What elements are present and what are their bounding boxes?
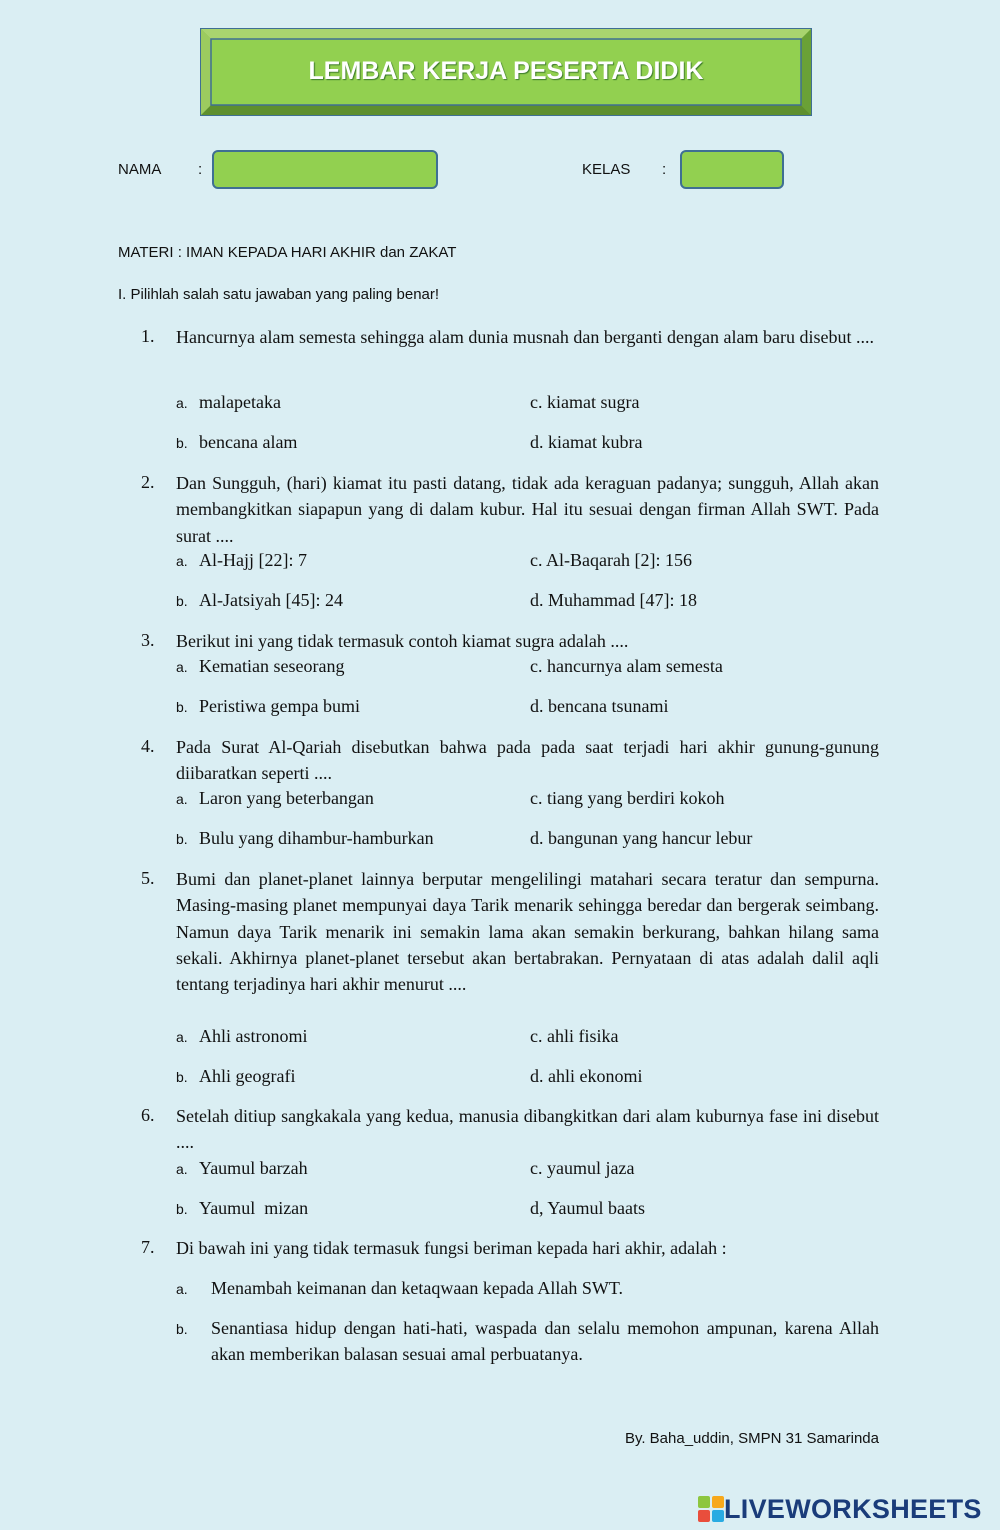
liveworksheets-logo: [698, 1494, 982, 1524]
option-a[interactable]: [176, 1158, 308, 1179]
question-number: 4.: [141, 736, 155, 756]
option-c[interactable]: c. ahli fisika: [530, 1026, 619, 1046]
option-c[interactable]: c. hancurnya alam semesta: [530, 656, 723, 676]
option-letter: a.: [176, 659, 188, 675]
option-letter: a.: [176, 1029, 188, 1045]
option-text: bencana alam: [199, 432, 298, 452]
option-a[interactable]: [176, 656, 344, 677]
option-text: Menambah keimanan dan ketaqwaan kepada Allah SWT.: [211, 1278, 624, 1298]
option-d[interactable]: d. bangunan yang hancur lebur: [530, 828, 753, 848]
option-letter: b.: [176, 1069, 188, 1085]
instruction-text: I. Pilihlah salah satu jawaban yang paling benar!: [118, 286, 440, 303]
name-input[interactable]: [212, 150, 438, 189]
option-d[interactable]: d, Yaumul baats: [530, 1198, 646, 1218]
option-a[interactable]: [176, 788, 374, 809]
option-letter: a.: [176, 1161, 188, 1177]
brand-name: LIVEWORKSHEETS: [724, 1493, 982, 1524]
option-letter: b.: [176, 435, 188, 451]
option-text: Al-Hajj [22]: 7: [199, 550, 307, 570]
option-text: Yaumul barzah: [199, 1158, 308, 1178]
option-letter: a.: [176, 395, 188, 411]
option-text: Bulu yang dihambur-hamburkan: [199, 828, 434, 848]
question-number: 2.: [141, 472, 155, 492]
question-number: 1.: [141, 326, 155, 346]
option-letter: b.: [176, 593, 188, 609]
option-letter: a.: [176, 1281, 188, 1297]
page-title: LEMBAR KERJA PESERTA DIDIK: [308, 57, 704, 85]
option-a[interactable]: [176, 1275, 879, 1301]
option-b[interactable]: [176, 1198, 308, 1219]
option-b[interactable]: [176, 696, 360, 717]
option-letter: b.: [176, 831, 188, 847]
option-b[interactable]: [176, 432, 297, 453]
author-credit: By. Baha_uddin, SMPN 31 Samarinda: [624, 1430, 879, 1447]
option-text: Senantiasa hidup dengan hati-hati, waspada dan selalu memohon ampunan, karena Allah akan memberikan balasan sesuai amal perbuatanya.: [211, 1318, 879, 1365]
option-text: malapetaka: [199, 392, 281, 412]
question-text: Berikut ini yang tidak termasuk contoh kiamat sugra adalah ....: [176, 631, 629, 651]
option-c[interactable]: c. kiamat sugra: [530, 392, 640, 412]
option-c[interactable]: c. tiang yang berdiri kokoh: [530, 788, 725, 808]
option-d[interactable]: d. ahli ekonomi: [530, 1066, 643, 1086]
option-b[interactable]: [176, 828, 434, 849]
option-b[interactable]: [176, 1066, 295, 1087]
question-number: 3.: [141, 630, 155, 650]
question-text: Hancurnya alam semesta sehingga alam dunia musnah dan berganti dengan alam baru disebut ....: [176, 327, 874, 347]
name-label: NAMA: [118, 161, 162, 178]
option-text: Al-Jatsiyah [45]: 24: [199, 590, 343, 610]
option-d[interactable]: d. bencana tsunami: [530, 696, 669, 716]
question-text: Dan Sungguh, (hari) kiamat itu pasti datang, tidak ada keraguan padanya; sungguh, Allah akan membangkitkan siapapun yang di dalam kubur. Hal itu sesuai dengan firman Allah SWT. Pada surat ....: [176, 473, 879, 546]
option-letter: b.: [176, 1201, 188, 1217]
option-a[interactable]: [176, 1026, 308, 1047]
option-text: Yaumul mizan: [199, 1198, 309, 1218]
option-text: Ahli geografi: [199, 1066, 296, 1086]
option-text: Kematian seseorang: [199, 656, 345, 676]
class-label: KELAS: [582, 161, 631, 178]
option-letter: b.: [176, 1321, 188, 1337]
option-d[interactable]: d. kiamat kubra: [530, 432, 643, 452]
option-text: Ahli astronomi: [199, 1026, 308, 1046]
class-input[interactable]: [680, 150, 784, 189]
option-b[interactable]: [176, 590, 343, 611]
option-letter: a.: [176, 553, 188, 569]
materi-heading: MATERI : IMAN KEPADA HARI AKHIR dan ZAKAT: [118, 244, 457, 261]
option-a[interactable]: [176, 550, 307, 571]
class-colon: :: [662, 161, 667, 178]
option-letter: b.: [176, 699, 188, 715]
option-d[interactable]: d. Muhammad [47]: 18: [530, 590, 697, 610]
option-b[interactable]: [176, 1315, 879, 1368]
option-c[interactable]: c. yaumul jaza: [530, 1158, 635, 1178]
option-letter: a.: [176, 791, 188, 807]
option-c[interactable]: c. Al-Baqarah [2]: 156: [530, 550, 692, 570]
question-number: 7.: [141, 1237, 155, 1257]
question-text: Bumi dan planet-planet lainnya berputar mengelilingi matahari secara teratur dan sempurna. Masing-masing planet mempunyai daya Tarik menarik sehingga beredar dan bergerak seimbang. Namun daya Tarik menarik ini semakin lama akan semakin berkurang, bahkan hilang sama sekali. Akhirnya planet-planet tersebut akan bertabrakan. Pernyataan di atas adalah dalil aqli tentang terjadinya hari akhir menurut ....: [176, 869, 879, 995]
liveworksheets-icon: [698, 1496, 724, 1522]
question-text: Pada Surat Al-Qariah disebutkan bahwa pada pada saat terjadi hari akhir gunung-gunung diibaratkan seperti ....: [176, 737, 879, 784]
option-a[interactable]: [176, 392, 281, 413]
option-text: Laron yang beterbangan: [199, 788, 374, 808]
question-number: 6.: [141, 1105, 155, 1125]
question-number: 5.: [141, 868, 155, 888]
option-text: Peristiwa gempa bumi: [199, 696, 360, 716]
title-banner: [200, 28, 812, 116]
question-text: Di bawah ini yang tidak termasuk fungsi beriman kepada hari akhir, adalah :: [176, 1238, 727, 1258]
name-colon: :: [198, 161, 203, 178]
question-text: Setelah ditiup sangkakala yang kedua, manusia dibangkitkan dari alam kuburnya fase ini disebut ....: [176, 1106, 879, 1153]
